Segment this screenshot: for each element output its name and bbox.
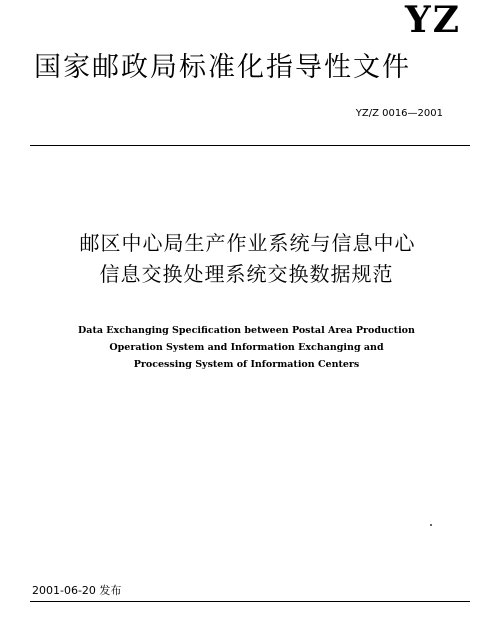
header-divider xyxy=(30,145,470,146)
english-title xyxy=(0,322,493,373)
footer-divider xyxy=(30,601,470,602)
english-title-line-1: Data Exchanging Specification between Postal Area Production xyxy=(78,325,415,336)
standard-number: YZ/Z 0016—2001 xyxy=(355,108,443,119)
chinese-title-line-2: 信息交换处理系统交换数据规范 xyxy=(99,262,394,286)
chinese-title xyxy=(0,228,493,290)
issuing-authority: 国家邮政局标准化指导性文件 xyxy=(34,52,411,83)
standard-logo: YZ xyxy=(405,0,461,41)
chinese-title-line-1: 邮区中心局生产作业系统与信息中心 xyxy=(79,231,416,255)
issue-date: 2001-06-20 发布 xyxy=(32,584,122,597)
english-title-line-2: Operation System and Information Exchanging and xyxy=(109,342,384,353)
english-title-line-3: Processing System of Information Centers xyxy=(133,359,360,370)
scan-speck xyxy=(430,524,432,526)
